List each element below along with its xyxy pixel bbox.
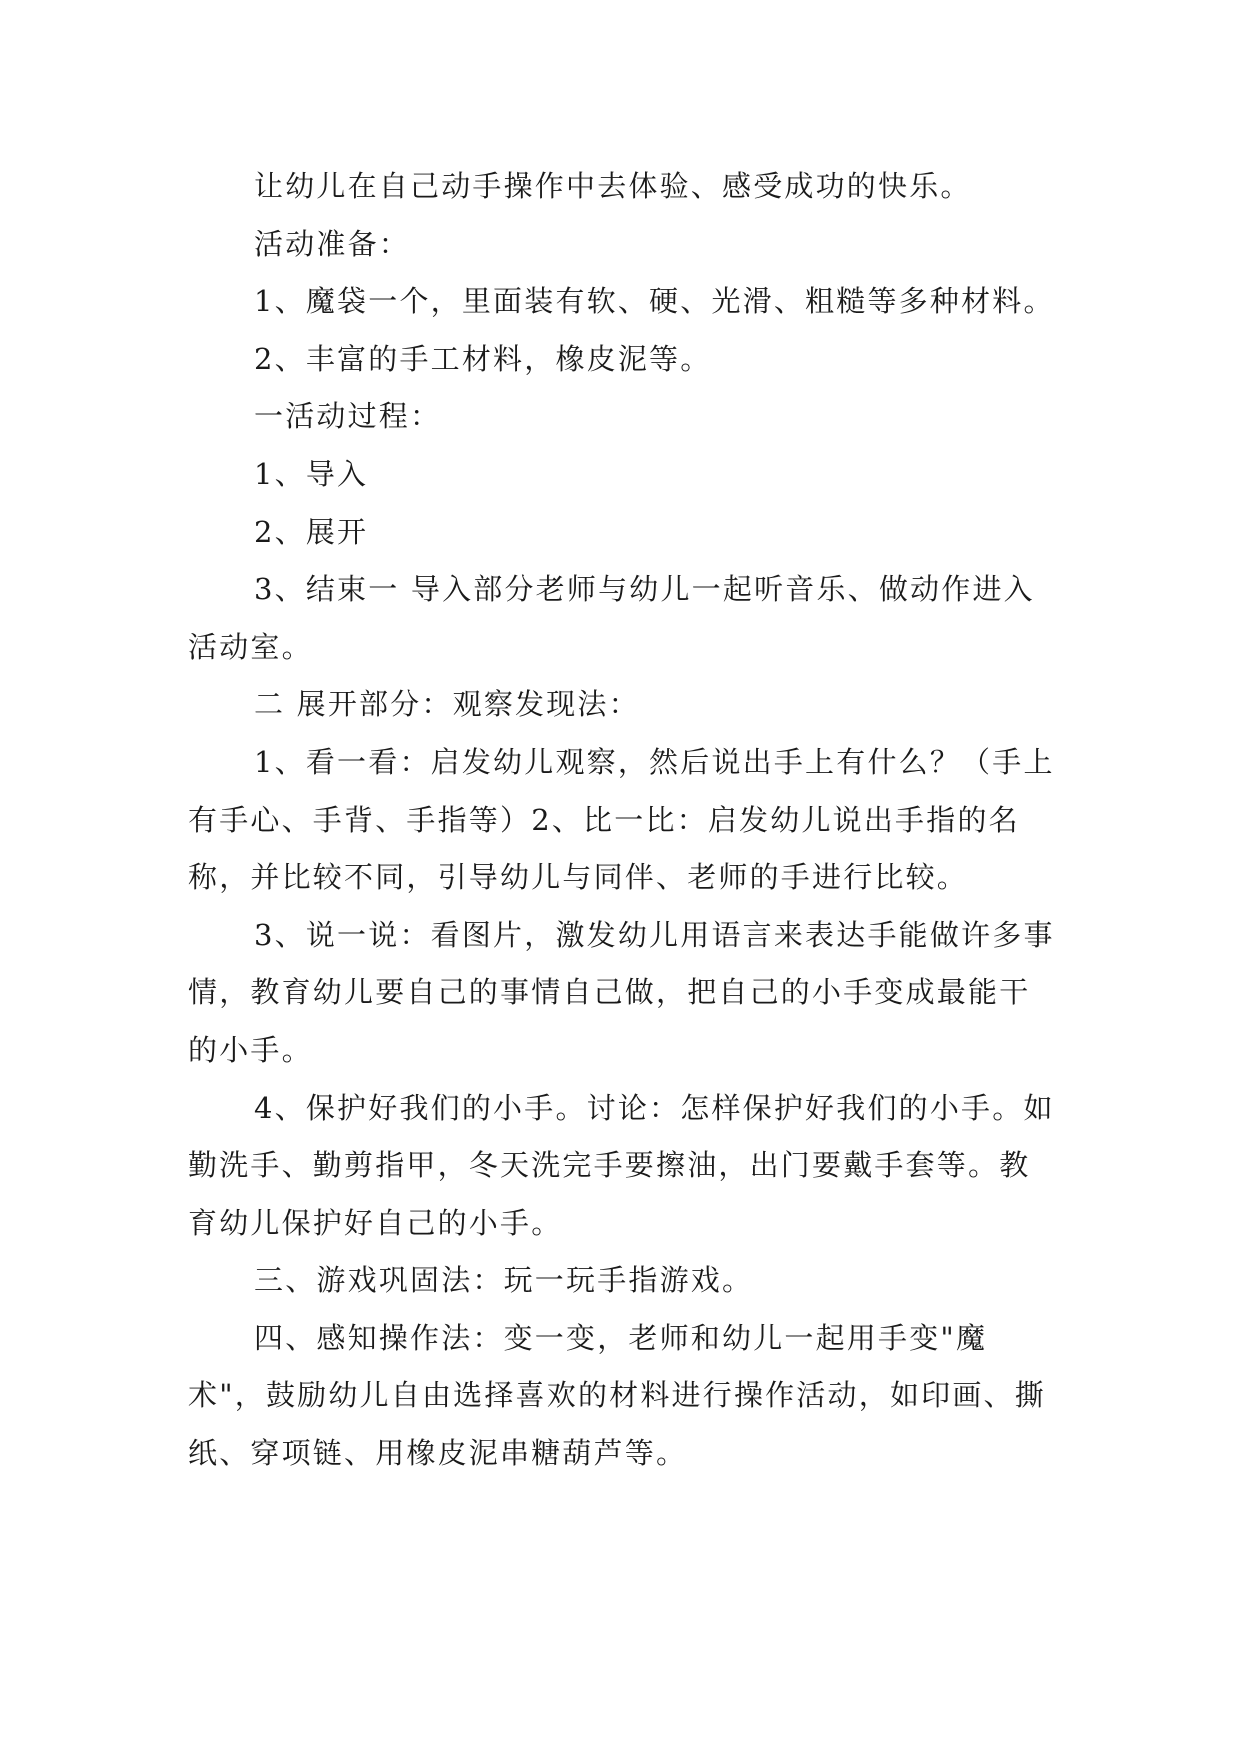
paragraph-section-three: 三、游戏巩固法：玩一玩手指游戏。 [254,1263,754,1298]
paragraph-process-heading: 一活动过程： [254,399,442,434]
paragraph-say: 3、说一说：看图片，激发幼儿用语言来表达手能做许多事情，教育幼儿要自己的事情自己做，把自己的小手变成最能干的小手。 [188,917,1055,1067]
paragraph-process-step-2: 2、展开 [254,514,369,549]
paragraph-section-two-heading: 二 展开部分：观察发现法： [254,687,640,722]
paragraph-process-step-3: 3、结束一 导入部分老师与幼儿一起听音乐、做动作进入活动室。 [188,572,1035,664]
paragraph-section-four: 四、感知操作法：变一变，老师和幼儿一起用手变"魔术"，鼓励幼儿自由选择喜欢的材料进行操作活动，如印画、撕纸、穿项链、用橡皮泥串糖葫芦等。 [188,1320,1046,1471]
paragraph-look-and-compare: 1、看一看：启发幼儿观察，然后说出手上有什么？（手上有手心、手背、手指等）2、比一比：启发幼儿说出手指的名称，并比较不同，引导幼儿与同伴、老师的手进行比较。 [188,744,1055,895]
paragraph-protect-hands: 4、保护好我们的小手。讨论：怎样保护好我们的小手。如勤洗手、勤剪指甲，冬天洗完手要擦油，出门要戴手套等。教育幼儿保护好自己的小手。 [188,1090,1055,1240]
paragraph-preparation-heading: 活动准备： [254,226,411,261]
paragraph-intro-goal: 让幼儿在自己动手操作中去体验、感受成功的快乐。 [254,169,972,203]
paragraph-preparation-item-1: 1、魔袋一个，里面装有软、硬、光滑、粗糙等多种材料。 [254,284,1055,319]
document-body [188,158,1058,1483]
paragraph-process-step-1: 1、导入 [254,456,369,491]
paragraph-preparation-item-2: 2、丰富的手工材料，橡皮泥等。 [254,341,712,376]
